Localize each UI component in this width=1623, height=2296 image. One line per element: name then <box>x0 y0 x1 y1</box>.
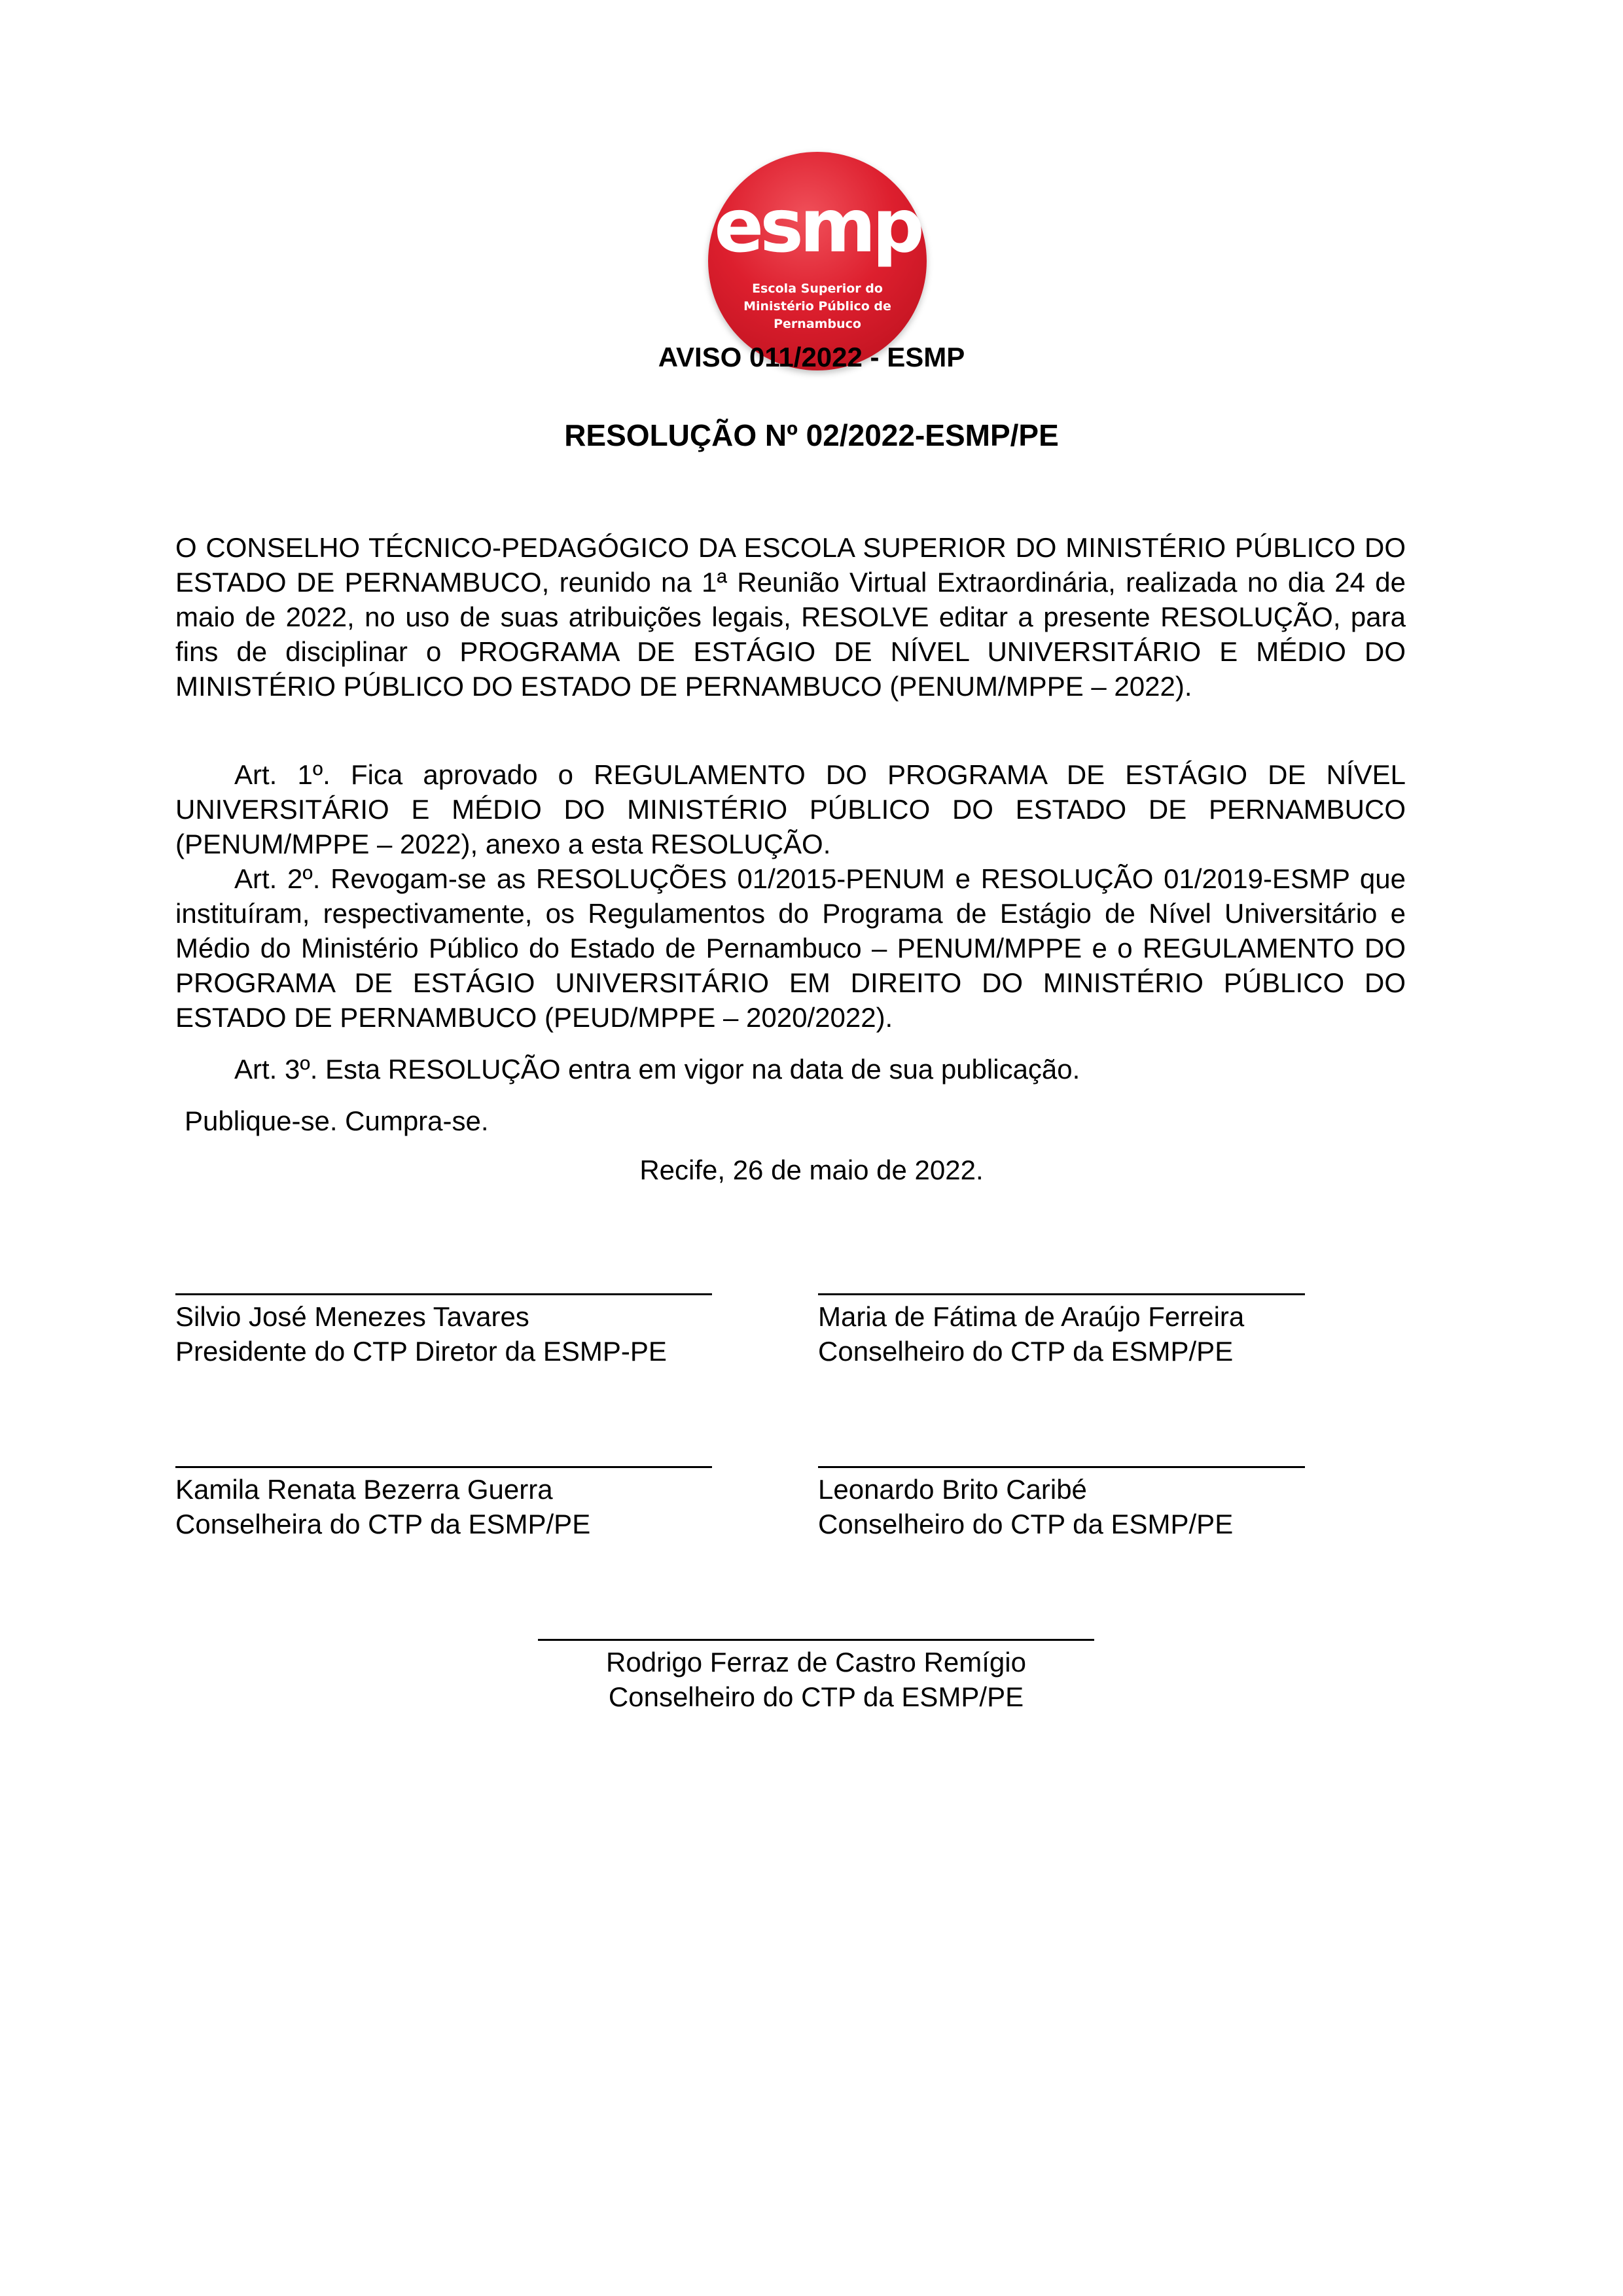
logo-wordmark: esmp <box>714 184 921 269</box>
article-3: Art. 3º. Esta RESOLUÇÃO entra em vigor na data de sua publicação. <box>234 1054 1080 1085</box>
document-date: Recife, 26 de maio de 2022. <box>639 1155 984 1185</box>
logo-subtitle-line: Ministério Público de <box>743 299 891 314</box>
signatory-name: Leonardo Brito Caribé <box>818 1474 1087 1505</box>
signatory-role: Conselheira do CTP da ESMP/PE <box>175 1509 591 1539</box>
signatory-name: Maria de Fátima de Araújo Ferreira <box>818 1301 1245 1332</box>
signatory-role: Presidente do CTP Diretor da ESMP-PE <box>175 1336 667 1367</box>
logo-subtitle-line: Escola Superior do <box>752 281 883 296</box>
esmp-logo <box>708 152 927 370</box>
signatory-name: Silvio José Menezes Tavares <box>175 1301 529 1332</box>
signatory-role: Conselheiro do CTP da ESMP/PE <box>818 1336 1234 1367</box>
logo-subtitle <box>708 280 927 333</box>
signatory-name: Kamila Renata Bezerra Guerra <box>175 1474 553 1505</box>
signature-block <box>175 1466 712 1541</box>
signature-block <box>175 1293 712 1369</box>
intro-paragraph: O CONSELHO TÉCNICO-PEDAGÓGICO DA ESCOLA SUPERIOR DO MINISTÉRIO PÚBLICO DO ESTADO DE PERNAMBUCO, reunido na 1ª Reunião Virtual Extraordinária, realizada no dia 24 de maio de 2022, no uso de suas atribuições legais, RESOLVE editar a presente RESOLUÇÃO, para fins de disciplinar o PROGRAMA DE ESTÁGIO DE NÍVEL UNIVERSITÁRIO E MÉDIO DO MINISTÉRIO PÚBLICO DO ESTADO DE PERNAMBUCO (PENUM/MPPE – 2022). <box>175 532 1406 702</box>
signature-line <box>538 1639 1094 1641</box>
signatory-role: Conselheiro do CTP da ESMP/PE <box>608 1681 1024 1712</box>
signature-line <box>175 1293 712 1295</box>
logo-subtitle-line: Pernambuco <box>774 317 861 331</box>
signatory-role: Conselheiro do CTP da ESMP/PE <box>818 1509 1234 1539</box>
resolution-title: RESOLUÇÃO Nº 02/2022-ESMP/PE <box>564 418 1059 452</box>
article-2: Art. 2º. Revogam-se as RESOLUÇÕES 01/2015-PENUM e RESOLUÇÃO 01/2019-ESMP que instituíram, respectivamente, os Regulamentos do Programa de Estágio de Nível Universitário e Médio do Ministério Público do Estado de Pernambuco – PENUM/MPPE e o REGULAMENTO DO PROGRAMA DE ESTÁGIO UNIVERSITÁRIO EM DIREITO DO MINISTÉRIO PÚBLICO DO ESTADO DE PERNAMBUCO (PEUD/MPPE – 2020/2022). <box>175 863 1406 1033</box>
signature-block <box>538 1639 1094 1714</box>
signature-line <box>818 1293 1305 1295</box>
signatory-name: Rodrigo Ferraz de Castro Remígio <box>606 1647 1026 1677</box>
notice-title: AVISO 011/2022 - ESMP <box>658 342 965 372</box>
publication-note: Publique-se. Cumpra-se. <box>185 1105 489 1136</box>
signature-block <box>818 1466 1305 1541</box>
signature-block <box>818 1293 1305 1369</box>
article-1: Art. 1º. Fica aprovado o REGULAMENTO DO PROGRAMA DE ESTÁGIO DE NÍVEL UNIVERSITÁRIO E MÉDIO DO MINISTÉRIO PÚBLICO DO ESTADO DE PERNAMBUCO (PENUM/MPPE – 2022), anexo a esta RESOLUÇÃO. <box>175 759 1406 859</box>
signature-line <box>175 1466 712 1468</box>
signature-line <box>818 1466 1305 1468</box>
